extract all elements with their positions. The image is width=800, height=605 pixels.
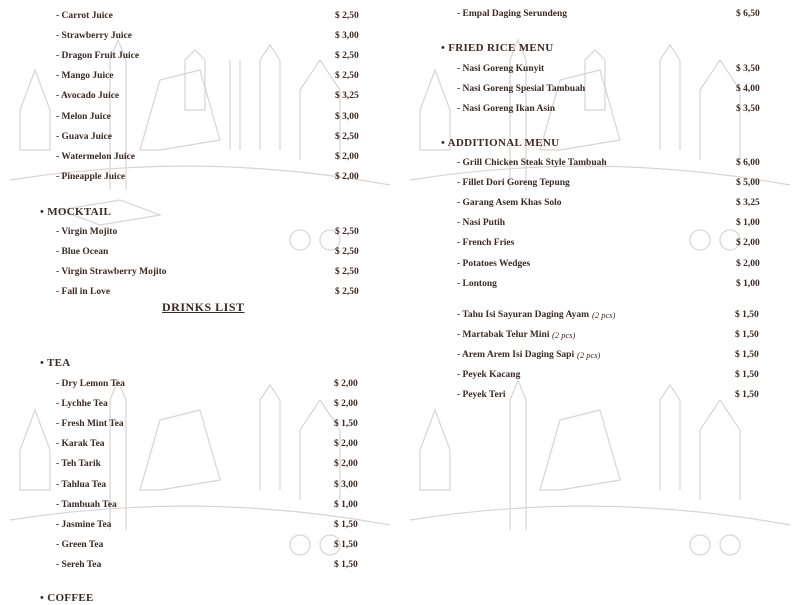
menu-item-price: $ 1,50	[334, 519, 358, 530]
menu-item-name: - Blue Ocean	[56, 247, 109, 258]
menu-item-price: $ 2,00	[334, 399, 358, 410]
menu-item-price: $ 1,50	[735, 350, 759, 361]
menu-item-price: $ 3,25	[736, 198, 760, 209]
menu-item-price: $ 2,50	[335, 227, 359, 237]
additional-heading: • ADDITIONAL MENU	[441, 137, 560, 149]
menu-item-price: $ 5,00	[736, 178, 760, 189]
menu-item-name: - Watermelon Juice	[56, 151, 135, 162]
coffee-heading: • COFFEE	[40, 592, 94, 604]
menu-item-price: $ 2,50	[335, 267, 359, 278]
menu-item-price: $ 2,00	[736, 258, 760, 269]
menu-item-price: $ 2,50	[335, 247, 359, 258]
menu-item-price: $ 2,00	[334, 459, 358, 470]
menu-item-price: $ 2,00	[335, 171, 359, 182]
menu-item-name: - Lychhe Tea	[56, 399, 108, 410]
menu-item-price: $ 2,50	[335, 71, 359, 82]
menu-item-price: $ 1,50	[735, 390, 759, 401]
fried-rice-heading: • FRIED RICE MENU	[441, 42, 554, 54]
menu-item-name: - Dragon Fruit Juice	[56, 51, 140, 62]
menu-item-price: $ 2,50	[335, 11, 359, 21]
menu-item-price: $ 2,00	[334, 379, 358, 389]
menu-item-price: $ 2,50	[335, 51, 359, 62]
menu-item-price: $ 3,50	[736, 64, 760, 74]
menu-item-name: - Fresh Mint Tea	[56, 419, 124, 430]
menu-item-name: - Guava Juice	[56, 131, 112, 142]
menu-item-price: $ 2,00	[335, 151, 359, 162]
menu-item-name: - French Fries	[457, 238, 515, 249]
menu-item-name: - Nasi Goreng Ikan Asin	[457, 104, 556, 115]
menu-item-name: - Nasi Putih	[457, 218, 506, 229]
menu-item-name: - Virgin Mojito	[56, 227, 118, 237]
menu-item-price: $ 2,00	[334, 439, 358, 450]
menu-item-name: - Martabak Telur Mini	[457, 330, 550, 341]
menu-item-name: - Tahu Isi Sayuran Daging Ayam	[457, 310, 590, 320]
menu-item-name: - Tambuah Tea	[56, 499, 117, 510]
menu-item-name: - Empal Daging Serundeng	[457, 9, 568, 19]
menu-item-name: - Melon Juice	[56, 111, 111, 122]
menu-item-name: - Peyek Kacang	[457, 370, 521, 381]
menu-item-price: $ 4,00	[736, 84, 760, 95]
menu-item-name: - Fillet Dori Goreng Tepung	[457, 178, 570, 189]
menu-item-price: $ 3,25	[335, 91, 359, 102]
menu-item-name: - Potatoes Wedges	[457, 258, 531, 269]
menu-column-right	[400, 0, 800, 600]
menu-item-name: - Teh Tarik	[56, 459, 101, 470]
menu-item-name: - Fall in Love	[56, 287, 111, 298]
menu-item-price: $ 1,00	[736, 218, 760, 229]
menu-item-name: - Dry Lemon Tea	[56, 379, 125, 389]
menu-item-price: $ 3,00	[335, 111, 359, 122]
tea-heading: • TEA	[40, 357, 71, 369]
menu-item-name: - Carrot Juice	[56, 11, 113, 21]
menu-item-price: $ 3,00	[334, 479, 358, 490]
menu-item-name: - Nasi Goreng Spesial Tambuah	[457, 84, 586, 95]
menu-item-name: - Grill Chicken Steak Style Tambuah	[457, 158, 607, 168]
menu-item-note: (2 pcs)	[552, 330, 576, 341]
menu-item-price: $ 6,00	[736, 158, 760, 168]
menu-item-name: - Mango Juice	[56, 71, 114, 82]
menu-item-price: $ 2,50	[335, 131, 359, 142]
menu-item-price: $ 1,50	[735, 370, 759, 381]
menu-item-note: (2 pcs)	[577, 350, 601, 361]
menu-column-left	[0, 0, 400, 604]
page-title: DRINKS LIST	[162, 300, 245, 314]
menu-item-name: - Jasmine Tea	[56, 519, 112, 530]
menu-item-price: $ 1,50	[334, 559, 358, 570]
menu-item-price: $ 1,50	[735, 330, 759, 341]
menu-item-price: $ 1,50	[334, 539, 358, 550]
menu-item-name: - Garang Asem Khas Solo	[457, 198, 562, 209]
menu-item-name: - Pineapple Juice	[56, 171, 126, 182]
menu-item-price: $ 1,50	[735, 310, 759, 320]
menu-item-name: - Peyek Teri	[457, 390, 506, 401]
menu-item-price: $ 1,00	[736, 278, 760, 289]
menu-item-name: - Lontong	[457, 278, 497, 289]
mocktail-heading: • MOCKTAIL	[40, 206, 112, 218]
menu-item-name: - Strawberry Juice	[56, 31, 132, 42]
menu-item-price: $ 1,00	[334, 499, 358, 510]
menu-item-note: (2 pcs)	[592, 310, 616, 320]
menu-item-name: - Green Tea	[56, 539, 104, 550]
menu-item-price: $ 1,50	[334, 419, 358, 430]
menu-item-price: $ 6,50	[736, 9, 760, 19]
menu-item-price: $ 3,00	[335, 31, 359, 42]
menu-item-price: $ 2,00	[736, 238, 760, 249]
menu-item-name: - Tahlua Tea	[56, 479, 107, 490]
menu-item-name: - Nasi Goreng Kunyit	[457, 64, 545, 74]
menu-item-name: - Karak Tea	[56, 439, 105, 450]
menu-item-name: - Avocado Juice	[56, 91, 120, 102]
menu-item-price: $ 2,50	[335, 287, 359, 298]
menu-item-name: - Virgin Strawberry Mojito	[56, 267, 167, 278]
menu-item-name: - Arem Arem Isi Daging Sapi	[457, 350, 575, 361]
menu-item-price: $ 3,50	[736, 104, 760, 115]
menu-item-name: - Sereh Tea	[56, 559, 102, 570]
